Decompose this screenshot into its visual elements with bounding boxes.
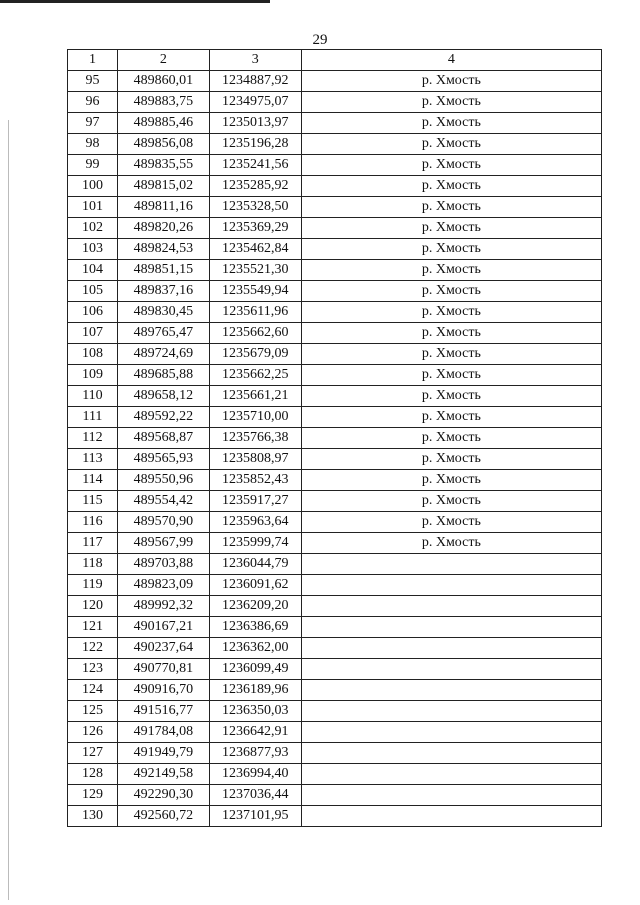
table-row: [68, 176, 602, 197]
y-coordinate-cell: 1235662,25: [209, 365, 301, 386]
point-number-cell: 105: [68, 281, 118, 302]
description-cell: р. Хмость: [301, 428, 601, 449]
top-rule: [0, 0, 270, 3]
y-coordinate-cell: 1235549,94: [209, 281, 301, 302]
point-number-cell: 125: [68, 701, 118, 722]
description-cell: р. Хмость: [301, 176, 601, 197]
description-cell: [301, 722, 601, 743]
x-coordinate-cell: 489765,47: [117, 323, 209, 344]
column-header-1: 1: [68, 50, 118, 71]
y-coordinate-cell: 1236350,03: [209, 701, 301, 722]
x-coordinate-cell: 492560,72: [117, 806, 209, 827]
table-row: [68, 785, 602, 806]
y-coordinate-cell: 1235999,74: [209, 533, 301, 554]
table-row: [68, 743, 602, 764]
y-coordinate-cell: 1235611,96: [209, 302, 301, 323]
table-row: [68, 659, 602, 680]
table-row: [68, 428, 602, 449]
y-coordinate-cell: 1234887,92: [209, 71, 301, 92]
description-cell: р. Хмость: [301, 113, 601, 134]
x-coordinate-cell: 489851,15: [117, 260, 209, 281]
x-coordinate-cell: 489992,32: [117, 596, 209, 617]
description-cell: [301, 785, 601, 806]
description-cell: р. Хмость: [301, 155, 601, 176]
point-number-cell: 129: [68, 785, 118, 806]
description-cell: р. Хмость: [301, 302, 601, 323]
table-row: [68, 71, 602, 92]
y-coordinate-cell: 1236994,40: [209, 764, 301, 785]
table-row: [68, 722, 602, 743]
y-coordinate-cell: 1235917,27: [209, 491, 301, 512]
point-number-cell: 118: [68, 554, 118, 575]
y-coordinate-cell: 1237101,95: [209, 806, 301, 827]
x-coordinate-cell: 489815,02: [117, 176, 209, 197]
table-row: [68, 218, 602, 239]
y-coordinate-cell: 1236362,00: [209, 638, 301, 659]
y-coordinate-cell: 1236386,69: [209, 617, 301, 638]
x-coordinate-cell: 489820,26: [117, 218, 209, 239]
page-number: 29: [312, 32, 328, 48]
x-coordinate-cell: 489830,45: [117, 302, 209, 323]
x-coordinate-cell: 492290,30: [117, 785, 209, 806]
y-coordinate-cell: 1235661,21: [209, 386, 301, 407]
y-coordinate-cell: 1236189,96: [209, 680, 301, 701]
description-cell: р. Хмость: [301, 281, 601, 302]
x-coordinate-cell: 489658,12: [117, 386, 209, 407]
point-number-cell: 103: [68, 239, 118, 260]
point-number-cell: 128: [68, 764, 118, 785]
column-header-4: 4: [301, 50, 601, 71]
description-cell: р. Хмость: [301, 407, 601, 428]
x-coordinate-cell: 490237,64: [117, 638, 209, 659]
coordinates-table: [67, 49, 602, 827]
point-number-cell: 110: [68, 386, 118, 407]
x-coordinate-cell: 490770,81: [117, 659, 209, 680]
description-cell: [301, 764, 601, 785]
description-cell: р. Хмость: [301, 449, 601, 470]
y-coordinate-cell: 1235710,00: [209, 407, 301, 428]
point-number-cell: 120: [68, 596, 118, 617]
x-coordinate-cell: 489554,42: [117, 491, 209, 512]
y-coordinate-cell: 1236642,91: [209, 722, 301, 743]
x-coordinate-cell: 489837,16: [117, 281, 209, 302]
point-number-cell: 104: [68, 260, 118, 281]
table-row: [68, 386, 602, 407]
x-coordinate-cell: 489685,88: [117, 365, 209, 386]
table-row: [68, 617, 602, 638]
point-number-cell: 116: [68, 512, 118, 533]
point-number-cell: 130: [68, 806, 118, 827]
x-coordinate-cell: 489550,96: [117, 470, 209, 491]
y-coordinate-cell: 1235808,97: [209, 449, 301, 470]
table-header-row: [68, 50, 602, 71]
y-coordinate-cell: 1236091,62: [209, 575, 301, 596]
x-coordinate-cell: 489703,88: [117, 554, 209, 575]
y-coordinate-cell: 1236044,79: [209, 554, 301, 575]
table-row: [68, 491, 602, 512]
x-coordinate-cell: 489856,08: [117, 134, 209, 155]
x-coordinate-cell: 489724,69: [117, 344, 209, 365]
table-row: [68, 323, 602, 344]
description-cell: [301, 806, 601, 827]
table-row: [68, 638, 602, 659]
table-row: [68, 680, 602, 701]
x-coordinate-cell: 489860,01: [117, 71, 209, 92]
description-cell: р. Хмость: [301, 344, 601, 365]
x-coordinate-cell: 491516,77: [117, 701, 209, 722]
table-row: [68, 701, 602, 722]
x-coordinate-cell: 489570,90: [117, 512, 209, 533]
description-cell: р. Хмость: [301, 197, 601, 218]
description-cell: [301, 701, 601, 722]
description-cell: р. Хмость: [301, 134, 601, 155]
point-number-cell: 115: [68, 491, 118, 512]
table-row: [68, 554, 602, 575]
table-row: [68, 113, 602, 134]
point-number-cell: 114: [68, 470, 118, 491]
y-coordinate-cell: 1235196,28: [209, 134, 301, 155]
description-cell: р. Хмость: [301, 239, 601, 260]
table-row: [68, 806, 602, 827]
x-coordinate-cell: 489823,09: [117, 575, 209, 596]
description-cell: [301, 743, 601, 764]
y-coordinate-cell: 1235462,84: [209, 239, 301, 260]
point-number-cell: 122: [68, 638, 118, 659]
x-coordinate-cell: 489592,22: [117, 407, 209, 428]
point-number-cell: 121: [68, 617, 118, 638]
y-coordinate-cell: 1235328,50: [209, 197, 301, 218]
point-number-cell: 112: [68, 428, 118, 449]
y-coordinate-cell: 1235766,38: [209, 428, 301, 449]
point-number-cell: 126: [68, 722, 118, 743]
table-row: [68, 407, 602, 428]
y-coordinate-cell: 1235521,30: [209, 260, 301, 281]
table-row: [68, 575, 602, 596]
description-cell: [301, 680, 601, 701]
point-number-cell: 117: [68, 533, 118, 554]
point-number-cell: 113: [68, 449, 118, 470]
point-number-cell: 106: [68, 302, 118, 323]
description-cell: р. Хмость: [301, 533, 601, 554]
point-number-cell: 99: [68, 155, 118, 176]
column-header-2: 2: [117, 50, 209, 71]
description-cell: р. Хмость: [301, 323, 601, 344]
x-coordinate-cell: 489565,93: [117, 449, 209, 470]
point-number-cell: 119: [68, 575, 118, 596]
x-coordinate-cell: 490916,70: [117, 680, 209, 701]
description-cell: [301, 617, 601, 638]
description-cell: р. Хмость: [301, 71, 601, 92]
x-coordinate-cell: 489883,75: [117, 92, 209, 113]
description-cell: [301, 638, 601, 659]
y-coordinate-cell: 1236209,20: [209, 596, 301, 617]
y-coordinate-cell: 1235369,29: [209, 218, 301, 239]
point-number-cell: 95: [68, 71, 118, 92]
y-coordinate-cell: 1234975,07: [209, 92, 301, 113]
table-row: [68, 365, 602, 386]
y-coordinate-cell: 1237036,44: [209, 785, 301, 806]
description-cell: [301, 659, 601, 680]
point-number-cell: 107: [68, 323, 118, 344]
x-coordinate-cell: 490167,21: [117, 617, 209, 638]
table-body: [68, 71, 602, 827]
description-cell: р. Хмость: [301, 386, 601, 407]
x-coordinate-cell: 489885,46: [117, 113, 209, 134]
description-cell: [301, 575, 601, 596]
description-cell: р. Хмость: [301, 512, 601, 533]
table-row: [68, 533, 602, 554]
description-cell: р. Хмость: [301, 260, 601, 281]
table-row: [68, 197, 602, 218]
table-row: [68, 449, 602, 470]
point-number-cell: 111: [68, 407, 118, 428]
y-coordinate-cell: 1235852,43: [209, 470, 301, 491]
point-number-cell: 127: [68, 743, 118, 764]
point-number-cell: 97: [68, 113, 118, 134]
table-row: [68, 302, 602, 323]
table-row: [68, 134, 602, 155]
description-cell: р. Хмость: [301, 365, 601, 386]
table-row: [68, 92, 602, 113]
x-coordinate-cell: 492149,58: [117, 764, 209, 785]
description-cell: р. Хмость: [301, 491, 601, 512]
point-number-cell: 101: [68, 197, 118, 218]
y-coordinate-cell: 1236099,49: [209, 659, 301, 680]
point-number-cell: 102: [68, 218, 118, 239]
point-number-cell: 96: [68, 92, 118, 113]
table-row: [68, 596, 602, 617]
description-cell: [301, 554, 601, 575]
description-cell: р. Хмость: [301, 92, 601, 113]
description-cell: р. Хмость: [301, 218, 601, 239]
point-number-cell: 109: [68, 365, 118, 386]
y-coordinate-cell: 1235285,92: [209, 176, 301, 197]
description-cell: р. Хмость: [301, 470, 601, 491]
description-cell: [301, 596, 601, 617]
y-coordinate-cell: 1235241,56: [209, 155, 301, 176]
y-coordinate-cell: 1235013,97: [209, 113, 301, 134]
table-row: [68, 239, 602, 260]
table-row: [68, 260, 602, 281]
point-number-cell: 100: [68, 176, 118, 197]
margin-line: [8, 120, 9, 900]
x-coordinate-cell: 489568,87: [117, 428, 209, 449]
column-header-3: 3: [209, 50, 301, 71]
point-number-cell: 98: [68, 134, 118, 155]
point-number-cell: 124: [68, 680, 118, 701]
y-coordinate-cell: 1235662,60: [209, 323, 301, 344]
point-number-cell: 108: [68, 344, 118, 365]
x-coordinate-cell: 489835,55: [117, 155, 209, 176]
table-row: [68, 512, 602, 533]
table-row: [68, 281, 602, 302]
x-coordinate-cell: 489811,16: [117, 197, 209, 218]
y-coordinate-cell: 1235679,09: [209, 344, 301, 365]
x-coordinate-cell: 489567,99: [117, 533, 209, 554]
table-row: [68, 764, 602, 785]
table-row: [68, 155, 602, 176]
x-coordinate-cell: 491949,79: [117, 743, 209, 764]
x-coordinate-cell: 491784,08: [117, 722, 209, 743]
y-coordinate-cell: 1236877,93: [209, 743, 301, 764]
table-row: [68, 344, 602, 365]
point-number-cell: 123: [68, 659, 118, 680]
x-coordinate-cell: 489824,53: [117, 239, 209, 260]
table-row: [68, 470, 602, 491]
y-coordinate-cell: 1235963,64: [209, 512, 301, 533]
